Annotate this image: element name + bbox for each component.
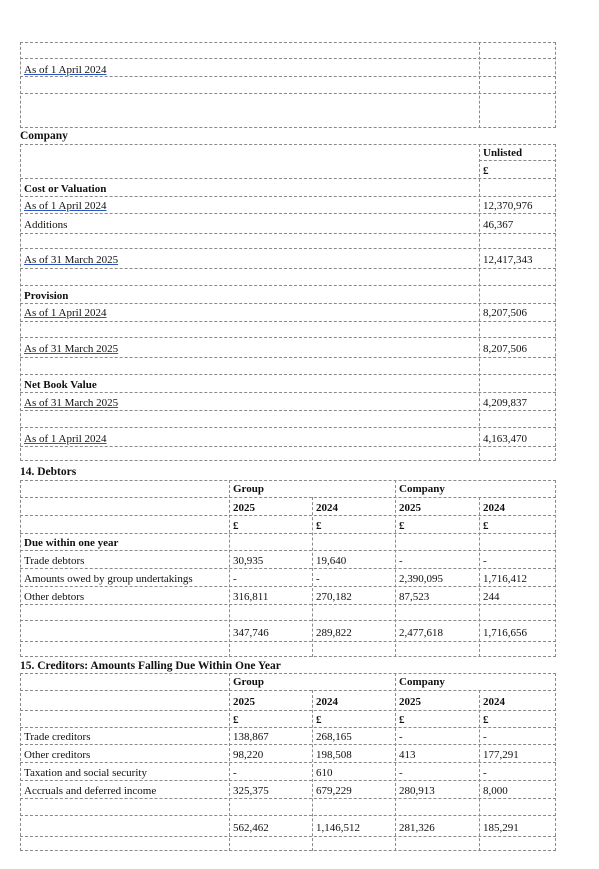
nbv-heading: Net Book Value [24,379,97,391]
cell-value: 316,811 [233,591,269,603]
as-of-label: As of 1 April 2024 [24,64,107,76]
currency-label: £ [483,520,489,532]
total-value: 562,462 [233,822,269,834]
year-header: 2025 [399,696,421,708]
year-header: 2025 [399,502,421,514]
creditors-group-header: Group [233,676,264,688]
creditors-company-header: Company [399,676,445,688]
cell-value: 413 [399,749,416,761]
cell-value: 177,291 [483,749,519,761]
year-header: 2024 [483,502,505,514]
total-value: 2,477,618 [399,627,443,639]
cell-value: 198,508 [316,749,352,761]
cell-value: - [483,767,487,779]
total-value: 281,326 [399,822,435,834]
cost-heading: Cost or Valuation [24,183,107,195]
currency-label: £ [399,714,405,726]
cell-value: 244 [483,591,500,603]
currency-label: £ [233,520,239,532]
cell-value: 610 [316,767,333,779]
row-label: Other debtors [24,591,85,603]
additions-value: 46,367 [483,219,514,231]
year-header: 2024 [483,696,505,708]
cell-value: - [399,731,403,743]
cell-value: 138,867 [233,731,269,743]
cell-value: - [483,731,487,743]
total-value: 1,716,656 [483,627,527,639]
company-heading: Company [20,130,68,142]
total-value: 347,746 [233,627,269,639]
cell-value: - [483,555,487,567]
cell-value: 280,913 [399,785,435,797]
currency-label: £ [316,520,322,532]
nbv-close-label: As of 31 March 2025 [24,397,119,409]
cell-value: - [233,573,237,585]
row-label: Taxation and social security [24,767,147,779]
year-header: 2024 [316,696,338,708]
cost-open-value: 12,370,976 [483,200,533,212]
cell-value: 30,935 [233,555,264,567]
total-value: 185,291 [483,822,519,834]
cell-value: 268,165 [316,731,352,743]
cost-close-label: As of 31 March 2025 [24,254,119,266]
unlisted-header: Unlisted [483,147,523,159]
provision-heading: Provision [24,290,69,302]
currency-label: £ [483,165,489,177]
cell-value: 87,523 [399,591,430,603]
prov-close-label: As of 31 March 2025 [24,343,119,355]
total-value: 1,146,512 [316,822,360,834]
currency-label: £ [483,714,489,726]
creditors-title: 15. Creditors: Amounts Falling Due Within One Year [20,660,281,672]
cell-value: - [399,767,403,779]
row-label: Trade creditors [24,731,91,743]
prov-close-value: 8,207,506 [483,343,527,355]
cost-close-value: 12,417,343 [483,254,533,266]
row-label: Other creditors [24,749,91,761]
cell-value: 8,000 [483,785,508,797]
cell-value: 19,640 [316,555,347,567]
prov-open-label: As of 1 April 2024 [24,307,107,319]
row-label: Accruals and deferred income [24,785,157,797]
due-within-one-year-heading: Due within one year [24,537,119,549]
debtors-title: 14. Debtors [20,466,77,478]
year-header: 2025 [233,502,255,514]
year-header: 2025 [233,696,255,708]
cell-value: 325,375 [233,785,269,797]
currency-label: £ [399,520,405,532]
cell-value: 679,229 [316,785,352,797]
additions-label: Additions [24,219,68,231]
currency-label: £ [233,714,239,726]
cell-value: 98,220 [233,749,264,761]
debtors-company-header: Company [399,483,445,495]
cell-value: - [316,573,320,585]
cell-value: 1,716,412 [483,573,527,585]
cell-value: 2,390,095 [399,573,443,585]
row-label: Trade debtors [24,555,85,567]
nbv-open-label: As of 1 April 2024 [24,433,107,445]
currency-label: £ [316,714,322,726]
cell-value: - [233,767,237,779]
cell-value: - [399,555,403,567]
nbv-open-value: 4,163,470 [483,433,527,445]
year-header: 2024 [316,502,338,514]
cell-value: 270,182 [316,591,352,603]
nbv-close-value: 4,209,837 [483,397,527,409]
prov-open-value: 8,207,506 [483,307,527,319]
total-value: 289,822 [316,627,352,639]
debtors-group-header: Group [233,483,264,495]
cost-open-label: As of 1 April 2024 [24,200,107,212]
row-label: Amounts owed by group undertakings [24,573,193,585]
